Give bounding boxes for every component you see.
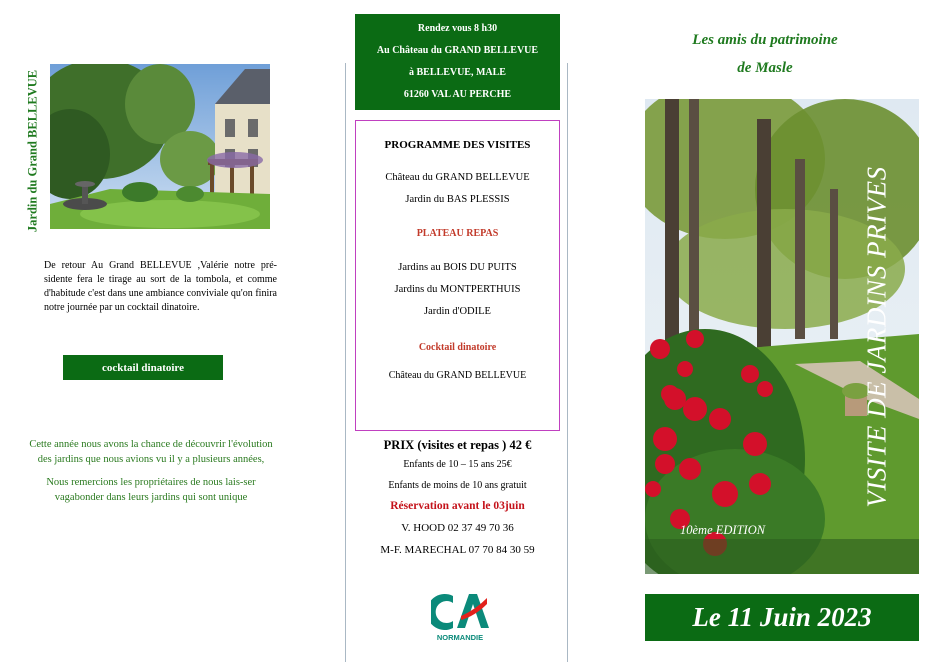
contact-marechal: M-F. MARECHAL 07 70 84 30 59 bbox=[380, 544, 535, 556]
rendezvous-line: Rendez vous 8 h30 bbox=[417, 23, 498, 34]
main-vertical-title-text: VISITE DE JARDINS PRIVES bbox=[861, 166, 892, 508]
program-item: Jardins du MONTPERTHUIS bbox=[394, 284, 521, 295]
program-final: Château du GRAND BELLEVUE bbox=[388, 370, 527, 381]
program-item: Jardins au BOIS DU PUITS bbox=[398, 262, 517, 273]
program-cocktail: Cocktail dinatoire bbox=[418, 342, 497, 353]
program-title: PROGRAMME DES VISITES bbox=[384, 139, 531, 151]
left-vertical-title bbox=[22, 53, 44, 248]
edition-label: 10ème EDITION bbox=[680, 523, 766, 537]
reservation-deadline: Réservation avant le 03juin bbox=[390, 500, 525, 512]
association-line-1: Les amis du patrimoine bbox=[692, 32, 838, 48]
rendezvous-line: 61260 VAL AU PERCHE bbox=[403, 89, 512, 100]
credit-agricole-logo bbox=[431, 590, 489, 642]
rendezvous-line: Au Château du GRAND BELLEVUE bbox=[376, 45, 539, 56]
chateau-garden-illustration bbox=[50, 64, 270, 229]
left-green-text bbox=[26, 438, 276, 514]
event-date-banner: Le 11 Juin 2023 bbox=[645, 594, 919, 641]
left-paragraph: De retour Au Grand BELLEVUE ,Valérie notre pré-sidente fera le tirage au sort de la tombola, et comme d'habitude c'est dans une ambiance conviviale qu'on finira notre journée par un cocktail dinatoire. bbox=[44, 260, 277, 313]
price-section bbox=[350, 437, 565, 561]
program-item: Jardin d'ODILE bbox=[424, 306, 491, 317]
price-free: Enfants de moins de 10 ans gratuit bbox=[388, 480, 527, 491]
rendezvous-line: à BELLEVUE, MALE bbox=[409, 67, 506, 78]
price-title: PRIX (visites et repas ) 42 € bbox=[383, 438, 532, 452]
contact-hood: V. HOOD 02 37 49 70 36 bbox=[401, 522, 514, 534]
chateau-garden-photo bbox=[50, 64, 270, 229]
left-vertical-title-text: Jardin du Grand BELLEVUE bbox=[25, 69, 40, 232]
price-children: Enfants de 10 – 15 ans 25€ bbox=[403, 459, 512, 470]
main-vertical-title bbox=[857, 117, 897, 557]
green-text-paragraph-2: Nous remercions les propriétaires de nous lais-ser vagabonder dans leurs jardins qui sont unique bbox=[46, 477, 256, 503]
association-name bbox=[640, 26, 890, 82]
logo-text: NORMANDIE bbox=[436, 633, 484, 642]
program-item: Jardin du BAS PLESSIS bbox=[405, 194, 510, 205]
middle-panel-left-border bbox=[345, 63, 346, 662]
green-text-paragraph-1: Cette année nous avons la chance de découvrir l'évolution des jardins que nous avions vu il y a plusieurs années, bbox=[29, 439, 273, 465]
association-line-2: de Masle bbox=[737, 60, 793, 76]
middle-panel-right-border bbox=[567, 63, 568, 662]
rendezvous-box bbox=[355, 14, 560, 110]
bank-logo-icon bbox=[431, 590, 489, 642]
program-lunch: PLATEAU REPAS bbox=[416, 228, 499, 239]
cocktail-dinatoire-box: cocktail dinatoire bbox=[63, 355, 223, 380]
program-box bbox=[355, 120, 560, 431]
program-item: Château du GRAND BELLEVUE bbox=[385, 172, 530, 183]
